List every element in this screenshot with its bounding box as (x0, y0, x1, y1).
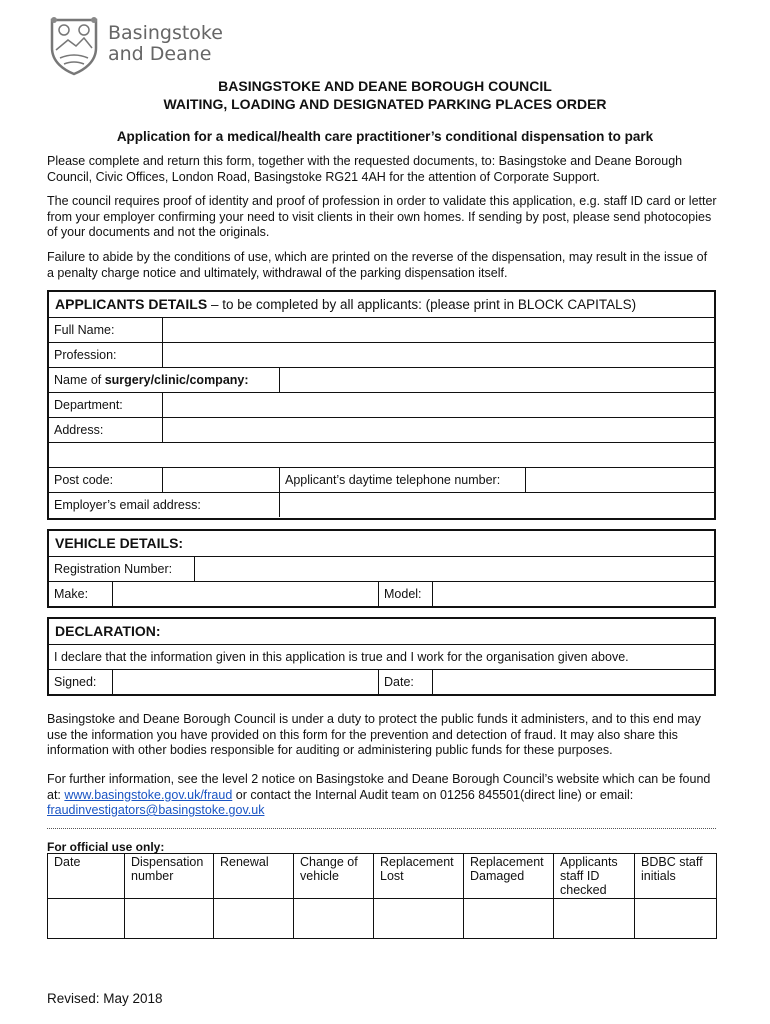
council-logo (46, 14, 246, 76)
declaration-section-title: DECLARATION: (55, 623, 161, 639)
intro-paragraph-2: The council requires proof of identity and proof of profession in order to validate this application, e.g. staff ID card or letter from your employer confirming your need to visit clients in their own homes. If sending by post, please send photocopies of your documents and not the originals. (47, 194, 717, 239)
official-date-cell[interactable] (48, 899, 125, 939)
organisation-field[interactable] (279, 368, 714, 392)
dotted-divider (47, 828, 716, 829)
form-subtitle: Application for a medical/health care practitioner’s conditional dispensation to park (116, 129, 654, 144)
col-replacement-lost: Replacement Lost (374, 854, 464, 899)
address-line-2-row (49, 442, 714, 467)
address-row (49, 417, 714, 442)
full-name-label: Full Name: (54, 323, 115, 337)
postcode-field[interactable] (162, 468, 279, 492)
applicants-section-title: APPLICANTS DETAILS – to be completed by all applicants: (please print in BLOCK CAPITALS) (55, 296, 637, 312)
email-label: Employer’s email address: (54, 498, 201, 512)
fraud-email-link[interactable]: fraudinvestigators@basingstoke.gov.uk (47, 803, 265, 817)
postcode-label: Post code: (54, 473, 114, 487)
address-field[interactable] (162, 418, 714, 442)
make-label: Make: (54, 587, 89, 601)
col-dispensation-number: Dispensation number (125, 854, 214, 899)
department-row (49, 392, 714, 417)
fraud-notice-paragraph: Basingstoke and Deane Borough Council is under a duty to protect the public funds it administers, and to this end may use the information you have provided on this form for the prevention and detection of fraud. It may also share this information with other bodies responsible for auditing or administering public funds for these purposes. (47, 712, 701, 757)
official-damaged-cell[interactable] (464, 899, 554, 939)
title-line-1: BASINGSTOKE AND DEANE BOROUGH COUNCIL (218, 78, 552, 94)
organisation-row (49, 367, 714, 392)
profession-row (49, 342, 714, 367)
col-staff-id-checked: Applicants staff ID checked (554, 854, 635, 899)
registration-label: Registration Number: (54, 562, 173, 576)
full-name-field[interactable] (162, 318, 714, 342)
date-label: Date: (384, 675, 414, 689)
official-id-checked-cell[interactable] (554, 899, 635, 939)
intro-paragraph-1: Please complete and return this form, together with the requested documents, to: Basingstoke and Deane Borough Council, Civic Offices, London Road, Basingstoke RG21 4AH for the attention of Corporate Support. (47, 154, 683, 184)
logo-line-2: and Deane (108, 43, 212, 65)
official-renewal-cell[interactable] (214, 899, 294, 939)
vehicle-section-title: VEHICLE DETAILS: (55, 535, 184, 551)
vehicle-details-section (47, 529, 716, 608)
logo-line-1: Basingstoke (108, 22, 223, 44)
department-label: Department: (54, 398, 123, 412)
signed-date-row (49, 669, 714, 694)
model-label: Model: (384, 587, 422, 601)
full-name-row (49, 317, 714, 342)
telephone-field[interactable] (525, 468, 714, 492)
official-use-title: For official use only: (47, 840, 165, 854)
official-dispensation-cell[interactable] (125, 899, 214, 939)
col-staff-initials: BDBC staff initials (635, 854, 717, 899)
title-line-2: WAITING, LOADING AND DESIGNATED PARKING PLACES ORDER (163, 96, 607, 112)
col-renewal: Renewal (214, 854, 294, 899)
profession-field[interactable] (162, 343, 714, 367)
applicants-details-section (47, 290, 716, 520)
col-change-of-vehicle: Change of vehicle (294, 854, 374, 899)
declaration-statement: I declare that the information given in this application is true and I work for the organisation given above. (54, 650, 629, 664)
registration-field[interactable] (194, 557, 714, 581)
further-info-paragraph: For further information, see the level 2 notice on Basingstoke and Deane Borough Council’s website which can be found at: www.basingstoke.gov.uk/fraud or contact the Internal Audit team on 01256 845501(direct line) or email: fraudinvestigators@basingstoke.gov.uk (47, 772, 711, 817)
department-field[interactable] (162, 393, 714, 417)
postcode-row (49, 467, 714, 492)
revised-date: Revised: May 2018 (47, 991, 163, 1006)
address-label: Address: (54, 423, 104, 437)
profession-label: Profession: (54, 348, 117, 362)
make-model-row (49, 581, 714, 606)
declaration-statement-row (49, 644, 714, 669)
fraud-website-link[interactable]: www.basingstoke.gov.uk/fraud (64, 787, 233, 802)
make-field[interactable] (112, 582, 378, 606)
date-field[interactable] (432, 670, 714, 694)
declaration-section (47, 617, 716, 696)
telephone-label: Applicant’s daytime telephone number: (285, 473, 501, 487)
address-line-2-field[interactable] (49, 443, 714, 467)
email-field[interactable] (279, 493, 714, 517)
signature-field[interactable] (112, 670, 378, 694)
signed-label: Signed: (54, 675, 97, 689)
council-crest-icon (46, 14, 102, 76)
email-row (49, 492, 714, 517)
official-entry-row (48, 899, 717, 939)
organisation-label: Name of surgery/clinic/company: (54, 373, 249, 387)
official-initials-cell[interactable] (635, 899, 717, 939)
model-field[interactable] (432, 582, 714, 606)
official-use-table (47, 853, 717, 939)
intro-paragraph-3: Failure to abide by the conditions of use, which are printed on the reverse of the dispensation, may result in the issue of a penalty charge notice and ultimately, withdrawal of the parking dispensation itself. (47, 250, 708, 280)
official-lost-cell[interactable] (374, 899, 464, 939)
col-replacement-damaged: Replacement Damaged (464, 854, 554, 899)
official-header-row (48, 854, 717, 899)
col-date: Date (48, 854, 125, 899)
official-change-cell[interactable] (294, 899, 374, 939)
registration-row (49, 556, 714, 581)
